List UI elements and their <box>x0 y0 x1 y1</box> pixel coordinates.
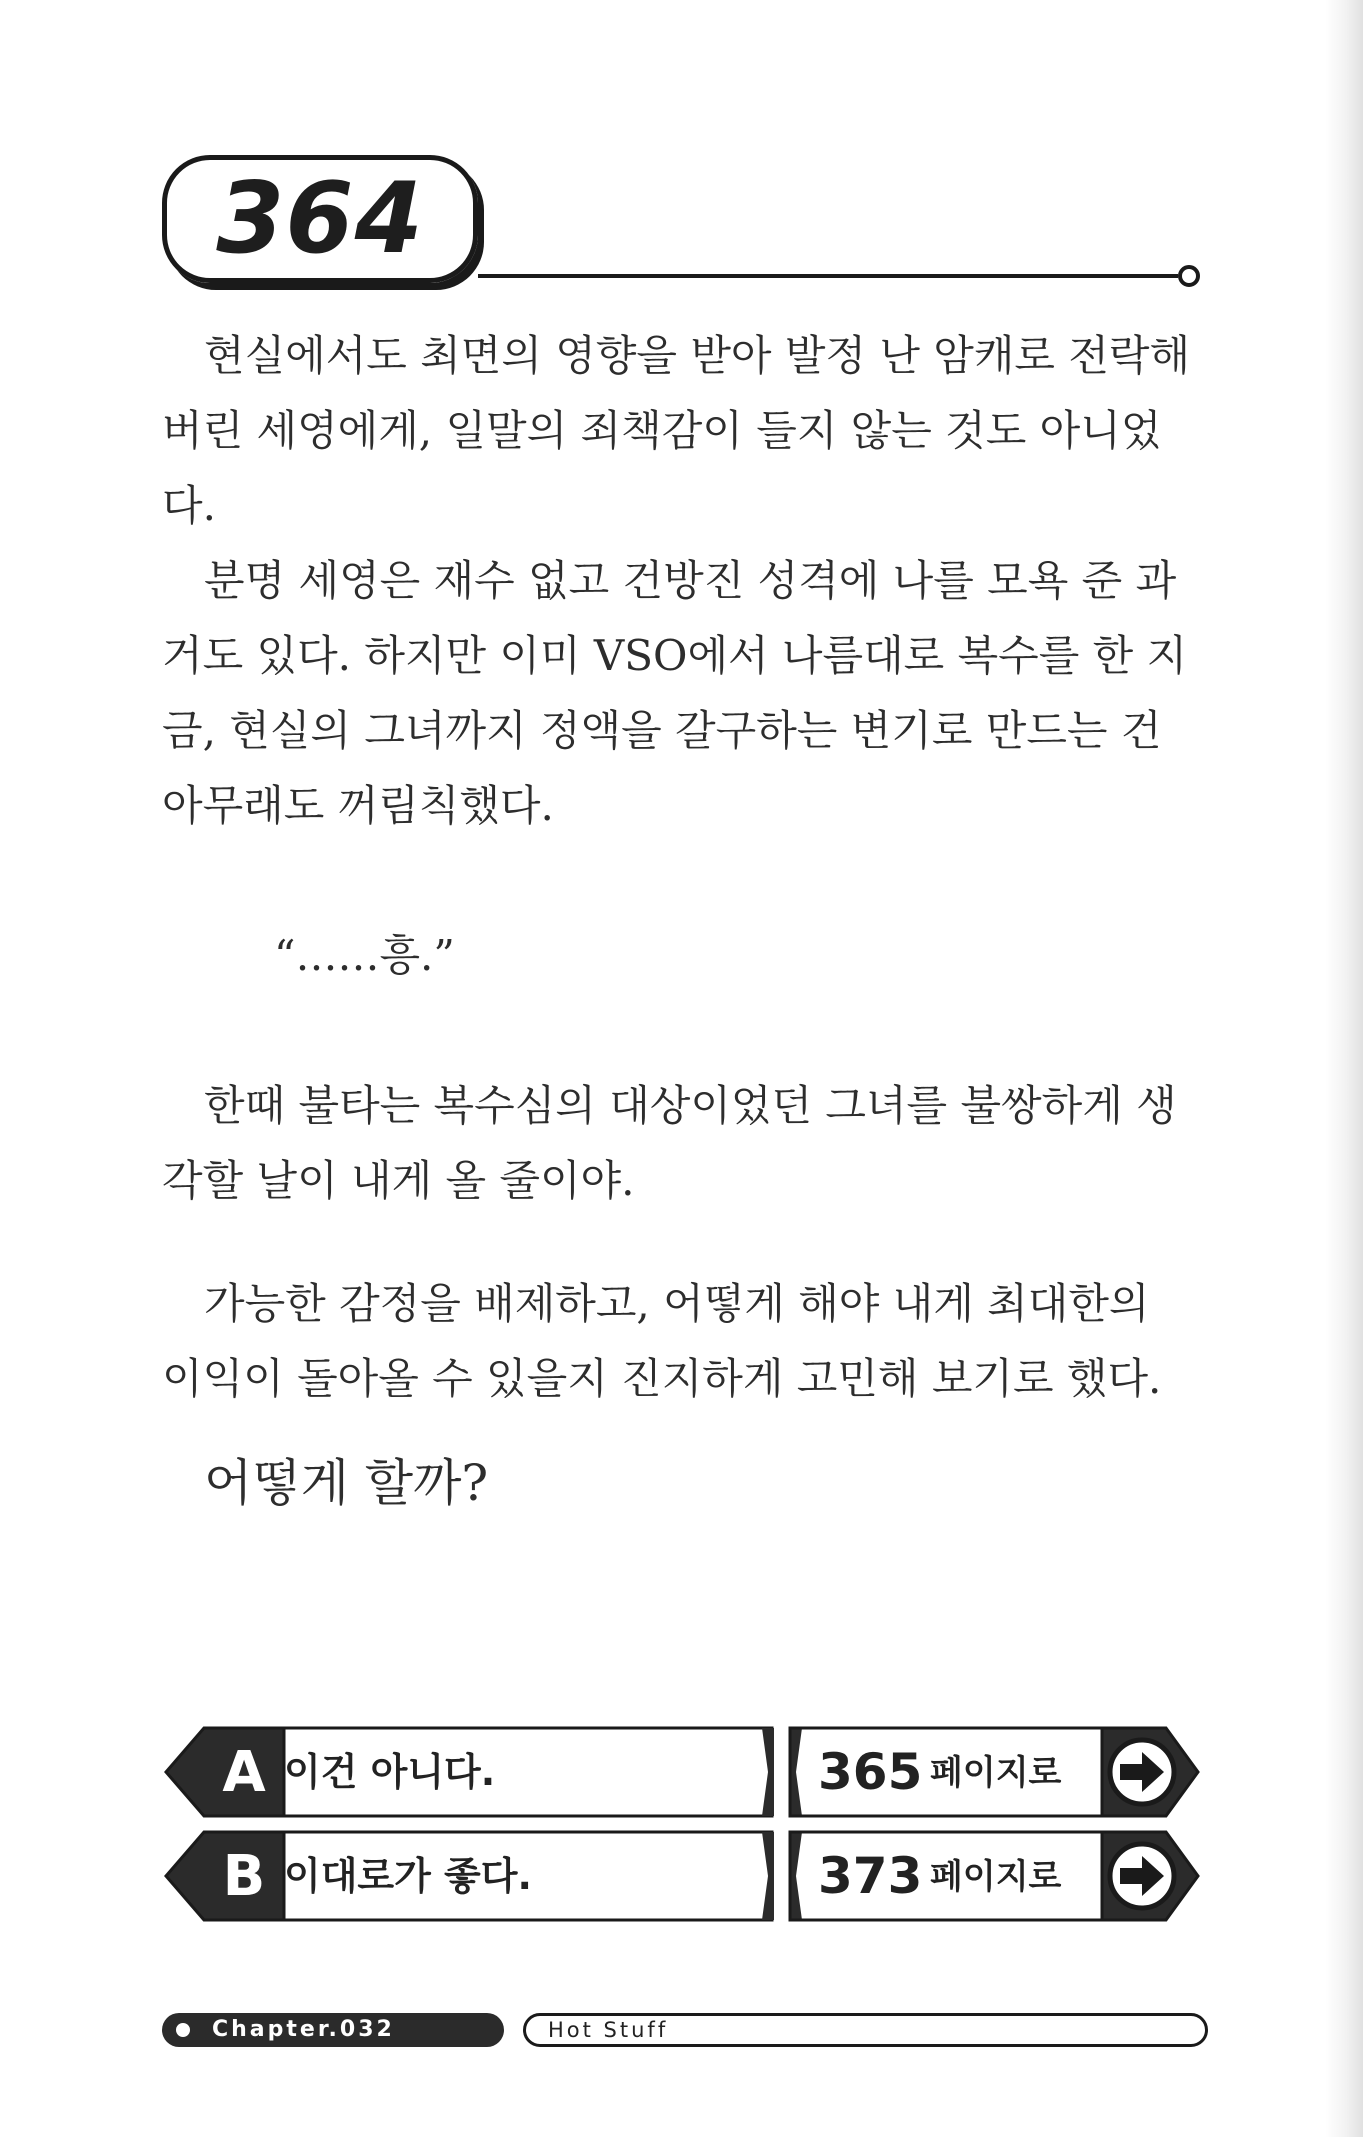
arrow-right-icon[interactable] <box>1106 1840 1178 1912</box>
chapter-label: Chapter.032 <box>212 2017 395 2042</box>
goto-page-number: 373 <box>818 1847 923 1905</box>
body-text <box>162 318 1202 1416</box>
paragraph: 가능한 감정을 배제하고, 어떻게 해야 내게 최대한의 이익이 돌아올 수 있을지 진지하게 고민해 보기로 했다. <box>162 1279 1162 1403</box>
page-number: 364 <box>216 162 424 276</box>
paragraph: 현실에서도 최면의 영향을 받아 발정 난 암캐로 전락해 버린 세영에게, 일말의 죄책감이 들지 않는 것도 아니었다. <box>162 331 1191 530</box>
choice-text: 이대로가 좋다. <box>284 1854 532 1898</box>
goto-page-label: 페이지로 <box>930 1857 1062 1897</box>
paragraph: 한때 불타는 복수심의 대상이었던 그녀를 불쌍하게 생각할 날이 내게 올 줄이야. <box>162 1081 1177 1205</box>
goto-page-label: 페이지로 <box>930 1753 1062 1793</box>
choice-b[interactable] <box>162 1830 1202 1922</box>
choice-a[interactable] <box>162 1726 1202 1818</box>
goto-page-number: 365 <box>818 1743 923 1801</box>
footer-chapter <box>162 2013 504 2047</box>
footer-title <box>523 2013 1208 2047</box>
bullet-icon <box>176 2023 190 2037</box>
choice-letter: A <box>222 1739 266 1805</box>
dialogue-line: “……흥.” <box>274 931 455 980</box>
header-rule <box>478 274 1178 278</box>
chapter-title: Hot Stuff <box>548 2018 669 2042</box>
header-rule-endpoint <box>1178 265 1200 287</box>
arrow-right-icon[interactable] <box>1106 1736 1178 1808</box>
choice-question: 어떻게 할까? <box>204 1454 489 1512</box>
paragraph: 분명 세영은 재수 없고 건방진 성격에 나를 모욕 준 과거도 있다. 하지만 이미 VSO에서 나름대로 복수를 한 지금, 현실의 그녀까지 정액을 갈구하는 변기로 만드는 건 아무래도 꺼림칙했다. <box>162 556 1188 830</box>
choice-text: 이건 아니다. <box>284 1750 496 1794</box>
choice-letter: B <box>222 1843 266 1909</box>
page-edge-shadow <box>1325 0 1363 2137</box>
page-number-badge <box>162 155 478 283</box>
